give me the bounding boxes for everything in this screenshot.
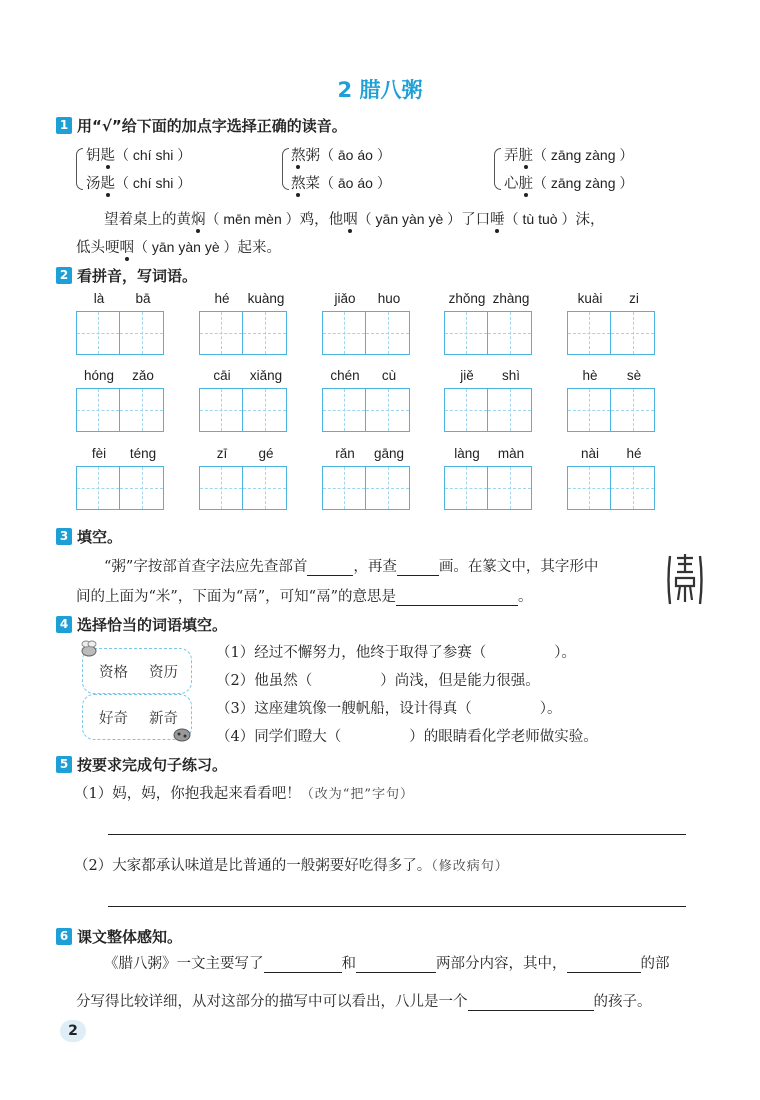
pinyin-label <box>444 446 534 461</box>
seal-script-image <box>664 550 706 608</box>
pinyin-syllable: nài <box>580 446 599 461</box>
pinyin-syllable: sè <box>626 368 642 383</box>
q4-item-2: （2）他虽然（ ）尚浅，但是能力很强。 <box>216 673 540 689</box>
word-option: 新奇 <box>149 711 178 727</box>
writing-cell[interactable] <box>120 388 164 432</box>
pinyin-options[interactable]: （ yān yàn yè ） <box>357 211 462 227</box>
pinyin-syllable: xiǎng <box>249 368 283 383</box>
writing-cell[interactable] <box>120 466 164 510</box>
content-blank-2[interactable] <box>356 972 436 973</box>
answer-line-2[interactable] <box>108 906 686 907</box>
pinyin-syllable: cāi <box>213 368 231 383</box>
q4-item-4: （4）同学们瞪大（ ）的眼睛看化学老师做实验。 <box>216 729 598 745</box>
q6-line1: 《腊八粥》一文主要写了 和 两部分内容，其中， 的部 <box>104 956 670 972</box>
pinyin-label <box>322 446 412 461</box>
pinyin-label <box>444 368 534 383</box>
answer-line-1[interactable] <box>108 834 686 835</box>
pinyin-options[interactable]: （ āo áo ） <box>320 175 391 191</box>
q1-g2-w1: 熬粥（ āo áo ） <box>291 144 391 165</box>
word-option: 资历 <box>149 665 178 681</box>
pinyin-syllable: hé <box>214 291 230 306</box>
q6-number: 6 <box>56 928 72 945</box>
meaning-blank[interactable] <box>396 605 518 606</box>
pinyin-label <box>567 368 657 383</box>
pinyin-label <box>322 368 412 383</box>
writing-grid <box>322 311 410 355</box>
writing-grid <box>444 311 532 355</box>
writing-cell[interactable] <box>76 311 120 355</box>
q1-heading-text: 用“√”给下面的加点字选择正确的读音。 <box>77 117 347 135</box>
pinyin-syllable: chén <box>330 368 360 383</box>
pinyin-label <box>76 446 166 461</box>
q2-number: 2 <box>56 267 72 284</box>
q4-item-1: （1）经过不懈努力，他终于取得了参赛（ ）。 <box>216 645 576 661</box>
q2-heading-text: 看拼音，写词语。 <box>77 267 198 285</box>
writing-cell[interactable] <box>567 388 611 432</box>
writing-grid <box>322 388 410 432</box>
q1-sentence-line1: 望着桌上的黄焖（ mēn mèn ）鸡，他咽（ yān yàn yè ）了口唾（ tù tuò ）沫， <box>104 208 604 229</box>
q5-hint-1: （改为“把”字句） <box>300 787 415 802</box>
q1-heading <box>56 115 347 136</box>
writing-cell[interactable] <box>322 311 366 355</box>
writing-cell[interactable] <box>366 311 410 355</box>
writing-cell[interactable] <box>567 466 611 510</box>
pinyin-syllable: zhàng <box>492 291 530 306</box>
writing-grid <box>199 466 287 510</box>
writing-grid <box>567 388 655 432</box>
pinyin-syllable: zhǒng <box>448 291 486 306</box>
q5-hint-2: （修改病句） <box>431 859 509 874</box>
detail-blank[interactable] <box>567 972 641 973</box>
writing-cell[interactable] <box>444 466 488 510</box>
writing-cell[interactable] <box>366 466 410 510</box>
writing-cell[interactable] <box>488 466 532 510</box>
writing-cell[interactable] <box>611 388 655 432</box>
writing-cell[interactable] <box>243 311 287 355</box>
pinyin-syllable: shì <box>501 368 520 383</box>
writing-grid <box>322 466 410 510</box>
pinyin-syllable: fèi <box>91 446 107 461</box>
pinyin-syllable: gé <box>258 446 274 461</box>
writing-grid <box>199 311 287 355</box>
q1-g3-w1: 弄脏（ zāng zàng ） <box>504 144 633 165</box>
writing-cell[interactable] <box>76 466 120 510</box>
q1-g3-w2: 心脏（ zāng zàng ） <box>504 172 633 193</box>
writing-grid <box>76 388 164 432</box>
pinyin-label <box>199 368 289 383</box>
writing-grid <box>76 466 164 510</box>
pinyin-options[interactable]: （ chí shi ） <box>115 147 192 163</box>
pinyin-syllable: zǎo <box>132 368 154 383</box>
writing-cell[interactable] <box>243 388 287 432</box>
pinyin-label <box>76 368 166 383</box>
brace-1 <box>76 148 83 190</box>
q5-heading <box>56 754 227 775</box>
ladybug-icon <box>172 726 192 746</box>
writing-cell[interactable] <box>322 388 366 432</box>
q6-line2: 分写得比较详细，从对这部分的描写中可以看出，八儿是一个 的孩子。 <box>76 994 652 1010</box>
pinyin-syllable: làng <box>454 446 480 461</box>
pinyin-options[interactable]: （ zāng zàng ） <box>533 147 634 163</box>
pinyin-label <box>567 291 657 306</box>
pinyin-syllable: rǎn <box>335 446 355 461</box>
q6-heading-text: 课文整体感知。 <box>77 928 183 946</box>
writing-grid <box>444 388 532 432</box>
pinyin-options[interactable]: （ yān yàn yè ） <box>134 239 238 255</box>
q3-heading <box>56 526 122 547</box>
pinyin-syllable: gāng <box>373 446 405 461</box>
writing-grid <box>567 311 655 355</box>
pinyin-syllable: huo <box>377 291 401 306</box>
writing-cell[interactable] <box>611 311 655 355</box>
pinyin-label <box>199 446 289 461</box>
q5-sentence-2: （2）大家都承认味道是比普通的一般粥要好吃得多了。（修改病句） <box>74 858 509 874</box>
q1-sentence-line2: 低头哽咽（ yān yàn yè ）起来。 <box>76 236 281 257</box>
writing-cell[interactable] <box>120 311 164 355</box>
brace-2 <box>282 148 289 190</box>
writing-cell[interactable] <box>366 388 410 432</box>
pinyin-syllable: là <box>93 291 105 306</box>
pinyin-syllable: bā <box>135 291 151 306</box>
writing-cell[interactable] <box>444 311 488 355</box>
pinyin-syllable: kuài <box>577 291 603 306</box>
q4-heading-text: 选择恰当的词语填空。 <box>77 616 228 634</box>
q6-heading <box>56 926 182 947</box>
seal-script-icon <box>664 550 706 608</box>
writing-grid <box>444 466 532 510</box>
writing-grid <box>76 311 164 355</box>
q3-heading-text: 填空。 <box>77 528 123 546</box>
q4-item-3: （3）这座建筑像一艘帆船，设计得真（ ）。 <box>216 701 562 717</box>
writing-cell[interactable] <box>76 388 120 432</box>
pinyin-options[interactable]: （ zāng zàng ） <box>533 175 634 191</box>
writing-cell[interactable] <box>567 311 611 355</box>
q5-number: 5 <box>56 756 72 773</box>
pinyin-syllable: jiǎo <box>334 291 356 306</box>
q3-line2: 间的上面为“米”，下面为“鬲”，可知“鬲”的意思是 。 <box>76 589 533 605</box>
q2-heading <box>56 265 197 286</box>
page-number: 2 <box>60 1020 86 1042</box>
pinyin-syllable: màn <box>497 446 525 461</box>
word-option: 好奇 <box>99 711 128 727</box>
writing-cell[interactable] <box>488 311 532 355</box>
writing-cell[interactable] <box>611 466 655 510</box>
pinyin-syllable: cù <box>381 368 397 383</box>
page-title: 2 腊八粥 <box>337 78 423 102</box>
pinyin-label <box>199 291 289 306</box>
q5-heading-text: 按要求完成句子练习。 <box>77 756 228 774</box>
pinyin-syllable: hé <box>626 446 642 461</box>
pinyin-syllable: téng <box>129 446 157 461</box>
q3-number: 3 <box>56 528 72 545</box>
pinyin-options[interactable]: （ āo áo ） <box>320 147 391 163</box>
pinyin-label <box>76 291 166 306</box>
writing-cell[interactable] <box>243 466 287 510</box>
q4-number: 4 <box>56 616 72 633</box>
word-option: 资格 <box>99 665 128 681</box>
q3-line1: “粥”字按部首查字法应先查部首 ，再查 画。在篆文中，其字形中 <box>104 559 599 575</box>
writing-grid <box>199 388 287 432</box>
pinyin-syllable: hè <box>582 368 598 383</box>
pinyin-syllable: hóng <box>83 368 115 383</box>
q1-g2-w2: 熬菜（ āo áo ） <box>291 172 391 193</box>
writing-cell[interactable] <box>444 388 488 432</box>
pinyin-options[interactable]: （ mēn mèn ） <box>205 211 300 227</box>
writing-cell[interactable] <box>199 466 243 510</box>
radical-blank[interactable] <box>307 575 353 576</box>
bee-icon <box>78 640 100 662</box>
q5-sentence-1: （1）妈，妈，你抱我起来看看吧！（改为“把”字句） <box>74 786 415 802</box>
pinyin-options[interactable]: （ chí shi ） <box>115 175 192 191</box>
writing-grid <box>567 466 655 510</box>
character-blank[interactable] <box>468 1010 594 1011</box>
content-blank-1[interactable] <box>264 972 342 973</box>
q1-number: 1 <box>56 117 72 134</box>
pinyin-options[interactable]: （ tù tuò ） <box>504 211 576 227</box>
brace-3 <box>494 148 501 190</box>
pinyin-syllable: zi <box>629 291 639 306</box>
stroke-count-blank[interactable] <box>397 575 439 576</box>
pinyin-syllable: kuàng <box>247 291 285 306</box>
pinyin-label <box>444 291 534 306</box>
writing-cell[interactable] <box>322 466 366 510</box>
writing-cell[interactable] <box>199 311 243 355</box>
pinyin-syllable: jiě <box>460 368 474 383</box>
pinyin-label <box>322 291 412 306</box>
q1-g1-w2: 汤匙（ chí shi ） <box>86 172 191 193</box>
pinyin-label <box>567 446 657 461</box>
writing-cell[interactable] <box>199 388 243 432</box>
writing-cell[interactable] <box>488 388 532 432</box>
q4-heading <box>56 614 227 635</box>
q1-g1-w1: 钥匙（ chí shi ） <box>86 144 191 165</box>
pinyin-syllable: zī <box>216 446 228 461</box>
